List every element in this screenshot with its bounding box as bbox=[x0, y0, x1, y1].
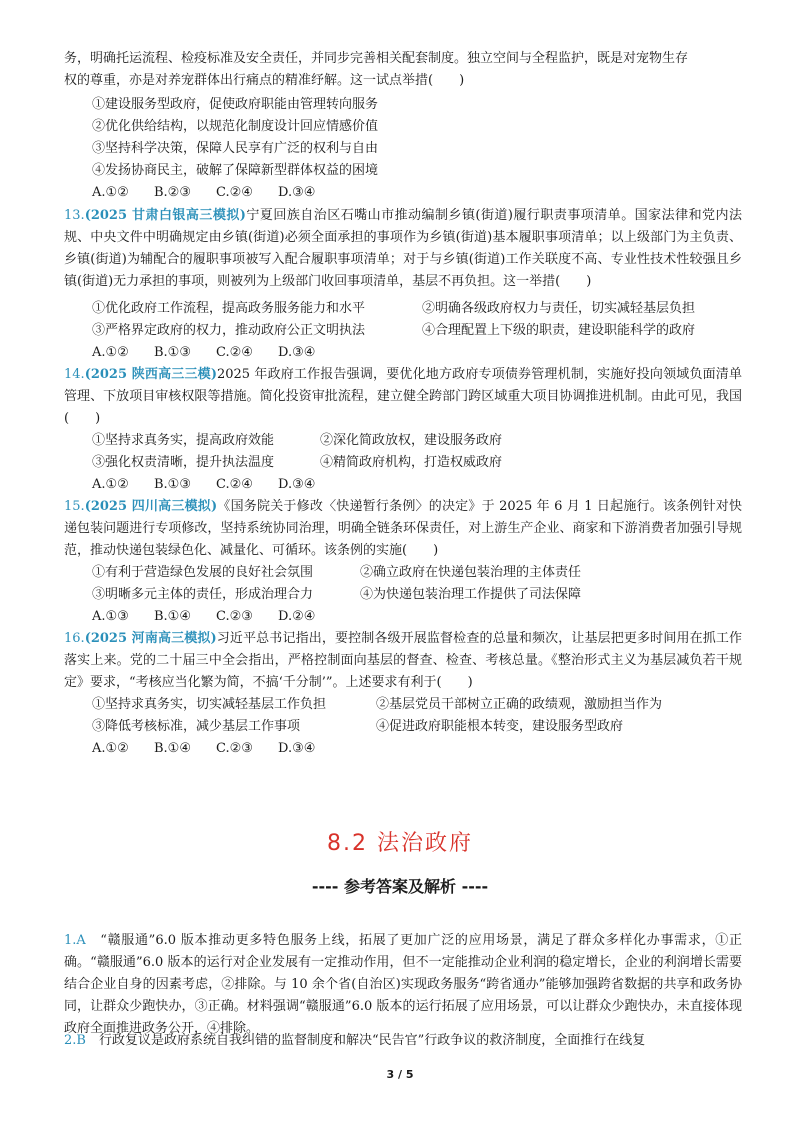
q16-options-row1 bbox=[92, 694, 742, 716]
q15-stem-text: 《国务院关于修改〈快递暂行条例〉的决定》于 2025 年 6 月 1 日起施行。该条例针对快递包装问题进行专项修改，坚持系统协同治理，明确全链条环保责任，对上游生产企业、商家和下游消费者加强引导规范，推动快递包装绿色化、减量化、可循环。该条例的实施( ) bbox=[64, 499, 742, 558]
q13-options-row1 bbox=[92, 298, 742, 320]
q16-stem-text: 习近平总书记指出，要控制各级开展监督检查的总量和频次，让基层把更多时间用在抓工作落实上来。党的二十届三中全会指出，严格控制面向基层的督查、检查、考核总量。《整治形式主义为基层减负若干规定》要求，“考核应当化繁为简，不搞‘千分制’”。上述要求有利于( ) bbox=[64, 631, 742, 690]
q12-choice-c: C.②④ bbox=[216, 185, 253, 200]
q13-option-3: ③严格界定政府的权力，推动政府公正文明执法 bbox=[92, 323, 366, 338]
answer-1-key: 1.A bbox=[64, 933, 86, 948]
q14-choice-c: C.②④ bbox=[216, 477, 253, 492]
q15-options-row2 bbox=[92, 584, 742, 606]
q16-option-1: ①坚持求真务实，切实减轻基层工作负担 bbox=[92, 697, 327, 712]
q13-stem bbox=[64, 205, 742, 293]
q13-choice-c: C.②④ bbox=[216, 345, 253, 360]
answer-2-key: 2.B bbox=[64, 1033, 86, 1048]
q14-option-1: ①坚持求真务实，提高政府效能 bbox=[92, 433, 275, 448]
answer-2-text: 行政复议是政府系统自我纠错的监督制度和解决“民告官”行政争议的救济制度，全面推行在线复 bbox=[98, 1033, 646, 1048]
q14-options-row2 bbox=[92, 452, 742, 474]
q15-number: 15. bbox=[64, 499, 85, 514]
q15-choice-a: A.①③ bbox=[92, 609, 129, 624]
q14-option-4: ④精简政府机构，打造权威政府 bbox=[320, 455, 503, 470]
section-title: 8.2 法治政府 bbox=[327, 831, 473, 856]
q13-option-1: ①优化政府工作流程，提高政务服务能力和水平 bbox=[92, 301, 366, 316]
q12-stem-line2: 权的尊重，亦是对养宠群体出行痛点的精准纾解。这一试点举措( ) bbox=[64, 73, 465, 88]
q14-number: 14. bbox=[64, 367, 85, 382]
q13-choice-d: D.③④ bbox=[278, 345, 316, 360]
q12-choice-d: D.③④ bbox=[278, 185, 316, 200]
answer-1 bbox=[64, 930, 742, 1036]
section-subtitle: ---- 参考答案及解析 ---- bbox=[311, 877, 489, 896]
q13-stem-text: 宁夏回族自治区石嘴山市推动编制乡镇(街道)履行职责事项清单。国家法律和党内法规、中央文件中明确规定由乡镇(街道)必须全面承担的事项作为乡镇(街道)基本履职事项清单；以上级部门为主负责、乡镇(街道)为辅配合的履职事项被写入配合履职事项清单；对于与乡镇(街道)工作关联度不高、专业性技术性较强且乡镇(街道)无力承担的事项，则被列为上级部门收回事项清单，基层不再负担。这一举措( ) bbox=[64, 208, 742, 289]
q16-option-4: ④促进政府职能根本转变，建设服务型政府 bbox=[376, 719, 624, 734]
q15-option-3: ③明晰多元主体的责任，形成治理合力 bbox=[92, 587, 314, 602]
q15-options-row1 bbox=[92, 562, 742, 584]
q15-choice-b: B.①④ bbox=[154, 609, 191, 624]
q12-option-2: ②优化供给结构，以规范化制度设计回应情感价值 bbox=[92, 119, 379, 134]
q12-option-1: ①建设服务型政府，促使政府职能由管理转向服务 bbox=[92, 97, 379, 112]
q15-choice-c: C.②③ bbox=[216, 609, 253, 624]
answer-2 bbox=[64, 1030, 742, 1052]
q15-option-1: ①有利于营造绿色发展的良好社会氛围 bbox=[92, 565, 314, 580]
q16-option-3: ③降低考核标准，减少基层工作事项 bbox=[92, 719, 301, 734]
answer-1-text: “赣服通”6.0 版本推动更多特色服务上线，拓展了更加广泛的应用场景，满足了群众多样化办事需求，①正确。“赣服通”6.0 版本的运行对企业发展有一定推动作用，但不一定能推动企业利润的稳定增长，企业的利润增长需要结合企业自身的因素考虑，②排除。与 10 余个省(自治区)实现政务服务“跨省通办”能够加强跨省数据的共享和政务协同，让群众少跑快办，③正确。材料强调“赣服通”6.0 版本的运行拓展了应用场景，可以让群众少跑快办，未直接体现政府全面推进政务公开，④排除。 bbox=[64, 933, 742, 1036]
q15-source: (2025 四川高三模拟) bbox=[84, 499, 218, 514]
q16-choice-d: D.③④ bbox=[278, 741, 316, 756]
q13-source: (2025 甘肃白银高三模拟) bbox=[84, 208, 246, 223]
q14-stem-text: 2025 年政府工作报告强调，要优化地方政府专项债券管理机制，实施好投向领域负面清单管理、下放项目审核权限等措施。简化投资审批流程，建立健全跨部门跨区域重大项目协调推进机制。由此可见，我国( ) bbox=[64, 367, 742, 426]
q14-options-row1 bbox=[92, 430, 742, 452]
q14-answer-choices bbox=[92, 474, 340, 496]
q16-source: (2025 河南高三模拟) bbox=[84, 631, 217, 646]
q12-choice-b: B.②③ bbox=[154, 185, 191, 200]
q12-stem-line1: 务，明确托运流程、检疫标准及安全责任，并同步完善相关配套制度。独立空间与全程监护，既是对宠物生存 bbox=[64, 51, 689, 66]
q16-choice-a: A.①② bbox=[92, 741, 129, 756]
q15-option-2: ②确立政府在快递包装治理的主体责任 bbox=[360, 565, 582, 580]
q15-option-4: ④为快递包装治理工作提供了司法保障 bbox=[360, 587, 582, 602]
q14-stem bbox=[64, 364, 742, 430]
q14-option-2: ②深化简政放权，建设服务政府 bbox=[320, 433, 503, 448]
q16-choice-b: B.①④ bbox=[154, 741, 191, 756]
q16-option-2: ②基层党员干部树立正确的政绩观，激励担当作为 bbox=[376, 697, 663, 712]
q12-option-3: ③坚持科学决策，保障人民享有广泛的权利与自由 bbox=[92, 141, 379, 156]
q13-answer-choices bbox=[92, 342, 340, 364]
q13-option-4: ④合理配置上下级的职责，建设职能科学的政府 bbox=[422, 323, 696, 338]
q16-number: 16. bbox=[64, 631, 85, 646]
q12-option-4: ④发扬协商民主，破解了保障新型群体权益的困境 bbox=[92, 163, 379, 178]
q13-choice-a: A.①② bbox=[92, 345, 129, 360]
q16-options-row2 bbox=[92, 716, 742, 738]
q14-choice-a: A.①② bbox=[92, 477, 129, 492]
q14-choice-d: D.③④ bbox=[278, 477, 316, 492]
q13-options-row2 bbox=[92, 320, 742, 342]
q14-source: (2025 陕西高三三模) bbox=[84, 367, 217, 382]
q13-option-2: ②明确各级政府权力与责任，切实减轻基层负担 bbox=[422, 301, 696, 316]
q16-choice-c: C.②③ bbox=[216, 741, 253, 756]
page-number: 3 / 5 bbox=[386, 1068, 414, 1081]
q16-answer-choices bbox=[92, 738, 340, 760]
q12-choice-a: A.①② bbox=[92, 185, 129, 200]
q13-number: 13. bbox=[64, 208, 85, 223]
q15-answer-choices bbox=[92, 606, 340, 628]
q15-choice-d: D.②④ bbox=[278, 609, 316, 624]
q14-choice-b: B.①③ bbox=[154, 477, 191, 492]
q16-stem bbox=[64, 628, 742, 694]
q14-option-3: ③强化权责清晰，提升执法温度 bbox=[92, 455, 275, 470]
q13-choice-b: B.①③ bbox=[154, 345, 191, 360]
q12-answer-choices bbox=[92, 182, 340, 204]
q15-stem bbox=[64, 496, 742, 562]
